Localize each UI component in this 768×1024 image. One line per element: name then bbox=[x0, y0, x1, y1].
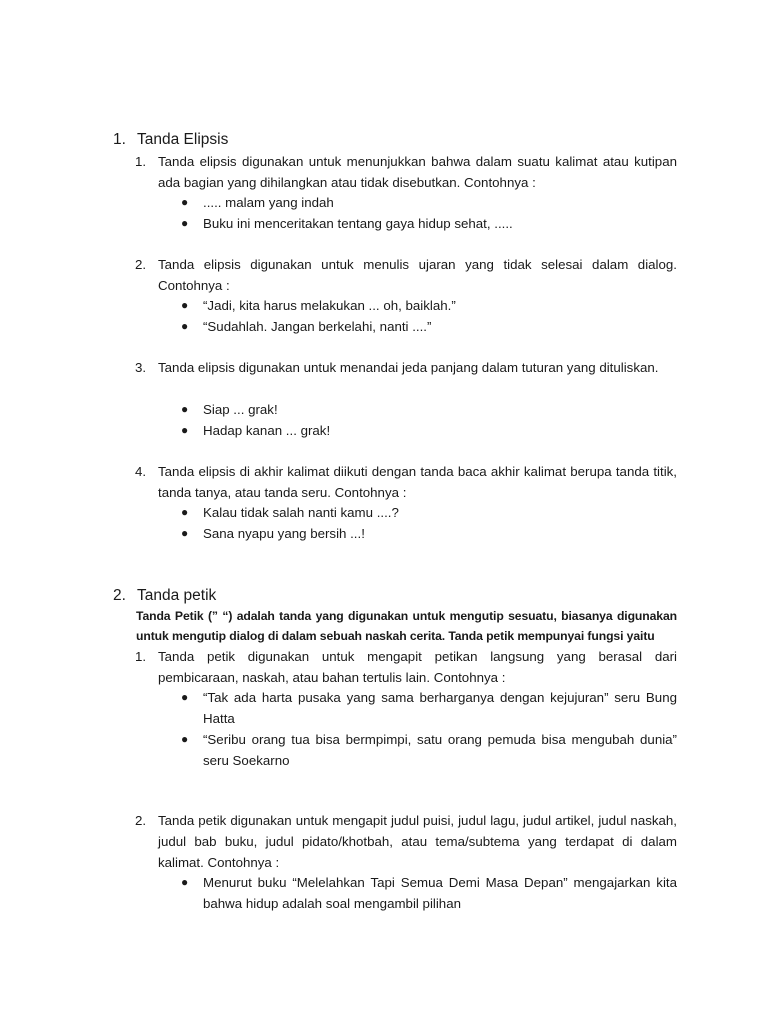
bullet-text: Menurut buku “Melelahkan Tapi Semua Demi Masa Depan” mengajarkan kita bahwa hidup adalah soal mengambil pilihan bbox=[203, 875, 677, 911]
item-text: Tanda elipsis di akhir kalimat diikuti dengan tanda baca akhir kalimat berupa tanda titik, tanda tanya, atau tanda seru. Contohnya : bbox=[158, 464, 677, 500]
bullet-item bbox=[181, 213, 677, 234]
bullet-item bbox=[181, 687, 677, 729]
bullet-icon: ● bbox=[181, 195, 189, 209]
section-title: Tanda petik bbox=[137, 587, 217, 604]
list-item bbox=[135, 151, 677, 193]
item-number: 2. bbox=[135, 813, 147, 828]
bullet-text: Buku ini menceritakan tentang gaya hidup sehat, ..... bbox=[203, 216, 513, 231]
bullet-item bbox=[181, 316, 677, 337]
list-item bbox=[135, 254, 677, 296]
bullet-icon: ● bbox=[181, 526, 189, 540]
list-item bbox=[135, 357, 677, 378]
bullet-icon: ● bbox=[181, 690, 189, 704]
item-text: Tanda petik digunakan untuk mengapit judul puisi, judul lagu, judul artikel, judul naskah, judul bab buku, judul pidato/khotbah, atau tema/subtema yang terdapat di dalam kalimat. Contohnya : bbox=[158, 813, 677, 870]
bullet-icon: ● bbox=[181, 402, 189, 416]
item-number: 2. bbox=[135, 257, 147, 272]
bullet-text: “Tak ada harta pusaka yang sama berharganya dengan kejujuran” seru Bung Hatta bbox=[203, 690, 677, 726]
item-number: 4. bbox=[135, 464, 147, 479]
item-text: Tanda elipsis digunakan untuk menulis ujaran yang tidak selesai dalam dialog. Contohnya : bbox=[158, 257, 677, 293]
section-title: Tanda Elipsis bbox=[137, 131, 229, 148]
list-item bbox=[135, 461, 677, 503]
bullet-icon: ● bbox=[181, 298, 189, 312]
bullet-item bbox=[181, 523, 677, 544]
bullet-text: Sana nyapu yang bersih ...! bbox=[203, 526, 365, 541]
item-number: 1. bbox=[135, 154, 147, 169]
section-number: 1. bbox=[113, 131, 126, 148]
item-text: Tanda petik digunakan untuk mengapit petikan langsung yang berasal dari pembicaraan, naskah, atau bahan tertulis lain. Contohnya : bbox=[158, 649, 677, 685]
bullet-icon: ● bbox=[181, 319, 189, 333]
bullet-icon: ● bbox=[181, 423, 189, 437]
bullet-item bbox=[181, 420, 677, 441]
bullet-icon: ● bbox=[181, 505, 189, 519]
section-heading bbox=[113, 130, 228, 150]
bullet-icon: ● bbox=[181, 732, 189, 746]
bullet-item bbox=[181, 192, 677, 213]
bullet-text: Kalau tidak salah nanti kamu ....? bbox=[203, 505, 399, 520]
bullet-text: “Sudahlah. Jangan berkelahi, nanti ....” bbox=[203, 319, 432, 334]
bullet-text: Hadap kanan ... grak! bbox=[203, 423, 331, 438]
bullet-text: ..... malam yang indah bbox=[203, 195, 334, 210]
bullet-item bbox=[181, 502, 677, 523]
bullet-text: Siap ... grak! bbox=[203, 402, 278, 417]
section-number: 2. bbox=[113, 587, 126, 604]
item-number: 1. bbox=[135, 649, 147, 664]
list-item bbox=[135, 810, 677, 873]
section-intro: Tanda Petik (” “) adalah tanda yang digunakan untuk mengutip sesuatu, biasanya digunakan untuk mengutip dialog di dalam sebuah naskah cerita. Tanda petik mempunyai fungsi yaitu bbox=[136, 609, 677, 643]
list-item bbox=[135, 646, 677, 688]
item-text: Tanda elipsis digunakan untuk menandai jeda panjang dalam tuturan yang dituliskan. bbox=[158, 360, 659, 375]
bullet-item bbox=[181, 399, 677, 420]
section-heading bbox=[113, 586, 216, 606]
bullet-icon: ● bbox=[181, 216, 189, 230]
item-text: Tanda elipsis digunakan untuk menunjukkan bahwa dalam suatu kalimat atau kutipan ada bagian yang dihilangkan atau tidak disebutkan. Contohnya : bbox=[158, 154, 677, 190]
bullet-text: “Seribu orang tua bisa bermpimpi, satu orang pemuda bisa mengubah dunia” seru Soekarno bbox=[203, 732, 677, 768]
bullet-item bbox=[181, 729, 677, 771]
bullet-icon: ● bbox=[181, 875, 189, 889]
bullet-item bbox=[181, 295, 677, 316]
item-number: 3. bbox=[135, 360, 147, 375]
bullet-item bbox=[181, 872, 677, 914]
bullet-text: “Jadi, kita harus melakukan ... oh, baiklah.” bbox=[203, 298, 456, 313]
